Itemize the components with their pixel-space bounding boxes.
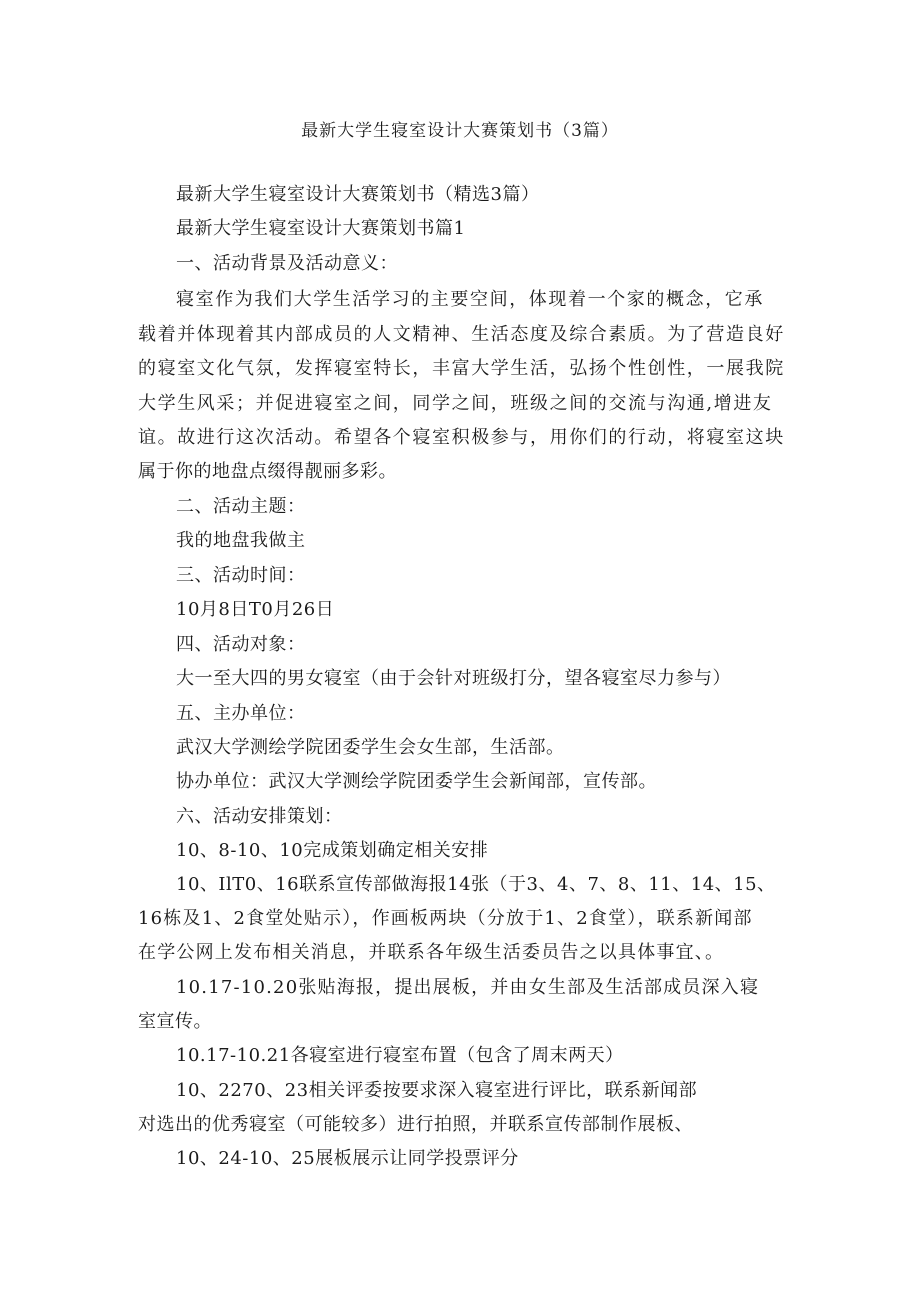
paragraph-line: 属于你的地盘点缀得靓丽多彩。 [138, 461, 397, 482]
schedule-line: 10.17-10.21各寝室进行寝室布置（包含了周末两天） [176, 1045, 624, 1066]
schedule-line: 10.17-10.20张贴海报，提出展板，并由女生部及生活部成员深入寝 [176, 977, 760, 998]
paragraph-line: 载着并体现着其内部成员的人文精神、生活态度及综合素质。为了营造良好 [138, 324, 785, 345]
heading-organizer: 五、主办单位： [176, 703, 306, 724]
co-organizer-text: 协办单位：武汉大学测绘学院团委学生会新闻部，宣传部。 [176, 771, 657, 792]
section-heading-line: 最新大学生寝室设计大赛策划书篇1 [176, 218, 466, 239]
schedule-line: 10、8-10、10完成策划确定相关安排 [176, 840, 489, 861]
schedule-line: 10、IlT0、16联系宣传部做海报14张（于3、4、7、8、11、14、15、 [176, 874, 776, 895]
theme-text: 我的地盘我做主 [176, 530, 306, 551]
schedule-line: 在学公网上发布相关消息，并联系各年级生活委员告之以具体事宜、。 [138, 942, 725, 963]
organizer-text: 武汉大学测绘学院团委学生会女生部，生活部。 [176, 737, 565, 758]
paragraph-line: 的寝室文化气氛，发挥寝室特长，丰富大学生活，弘扬个性创性，一展我院 [138, 358, 785, 379]
heading-target: 四、活动对象： [176, 634, 306, 655]
schedule-line: 对选出的优秀寝室（可能较多）进行拍照，并联系宣传部制作展板、 [138, 1114, 693, 1135]
target-text: 大一至大四的男女寝室（由于会针对班级打分，望各寝室尽力参与） [176, 668, 731, 689]
heading-background: 一、活动背景及活动意义： [176, 253, 398, 274]
heading-schedule: 六、活动安排策划： [176, 806, 343, 827]
schedule-line: 16栋及1、2食堂处贴示），作画板两块（分放于1、2食堂），联系新闻部 [138, 908, 753, 929]
document-title: 最新大学生寝室设计大赛策划书（3篇） [301, 121, 619, 141]
time-text: 10月8日T0月26日 [176, 599, 335, 620]
subtitle-line: 最新大学生寝室设计大赛策划书（精选3篇） [176, 184, 540, 205]
schedule-line: 室宣传。 [138, 1011, 212, 1032]
paragraph-line: 谊。故进行这次活动。希望各个寝室积极参与，用你们的行动，将寝室这块 [138, 427, 785, 448]
schedule-line: 10、24-10、25展板展示让同学投票评分 [176, 1148, 519, 1169]
schedule-line: 10、2270、23相关评委按要求深入寝室进行评比，联系新闻部 [176, 1080, 698, 1101]
paragraph-line: 寝室作为我们大学生活学习的主要空间，体现着一个家的概念，它承 [176, 289, 764, 310]
heading-theme: 二、活动主题： [176, 496, 306, 517]
heading-time: 三、活动时间： [176, 565, 306, 586]
paragraph-line: 大学生风采；并促进寝室之间，同学之间，班级之间的交流与沟通,增进友 [138, 393, 773, 414]
